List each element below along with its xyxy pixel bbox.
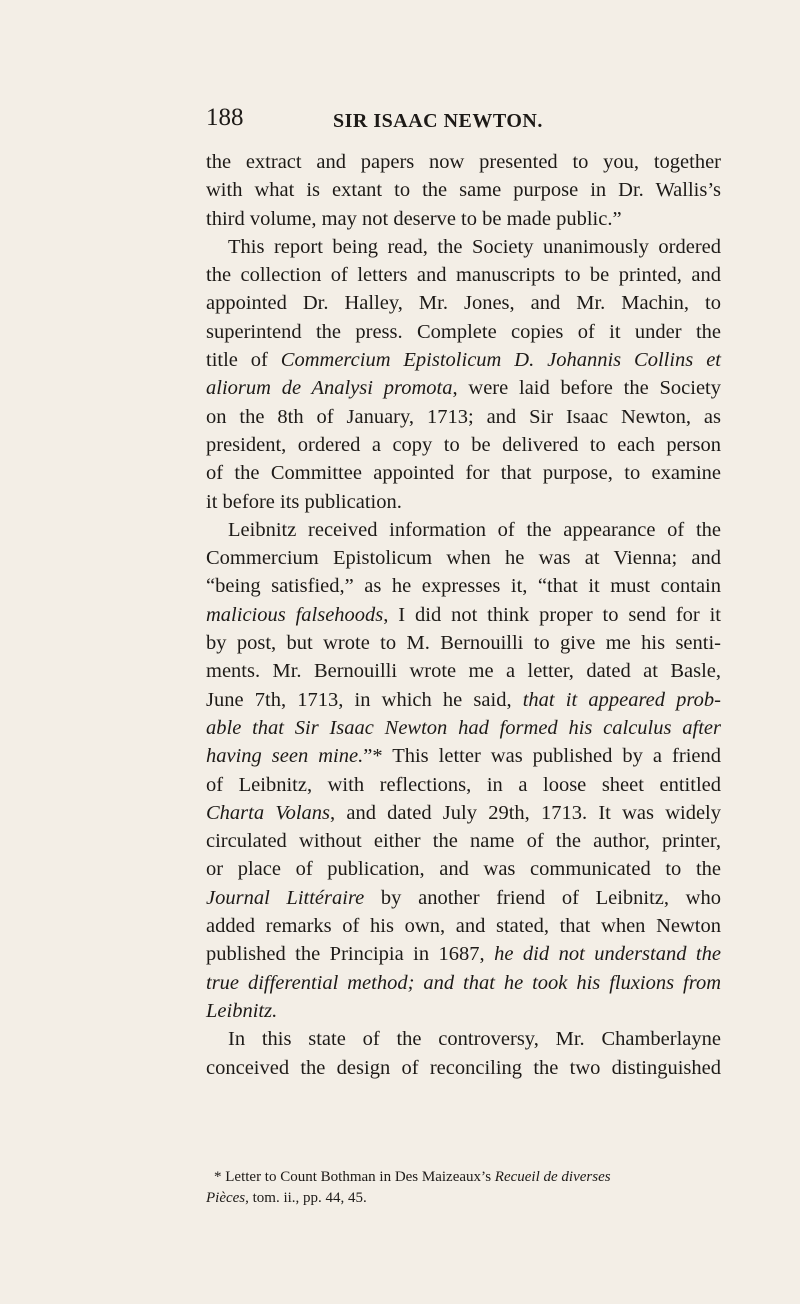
text-line: of the Committee appointed for that purpose, to examine <box>206 462 721 485</box>
text-span: , I did not think proper to send for it <box>383 603 721 626</box>
text-line: ments. Mr. Bernouilli wrote me a letter, dated at Basle, <box>206 660 721 683</box>
text-line: by post, but wrote to M. Bernouilli to give me his senti- <box>206 632 721 655</box>
text-line: added remarks of his own, and stated, that when Newton <box>206 915 721 938</box>
text-line: it before its publication. <box>206 490 402 513</box>
text-line: of Leibnitz, with reflections, in a loose sheet entitled <box>206 773 721 796</box>
text-line: with what is extant to the same purpose in Dr. Wallis’s <box>206 179 721 202</box>
text-line <box>206 601 721 629</box>
text-line <box>206 799 721 827</box>
text-line <box>206 742 721 770</box>
text-line <box>206 686 721 714</box>
text-line: “being satisfied,” as he expresses it, “that it must contain <box>206 575 721 598</box>
paragraph-start: Leibnitz received information of the appearance of the <box>228 518 721 541</box>
footnote-line <box>206 1188 721 1209</box>
text-line: the collection of letters and manuscripts to be printed, and <box>206 264 721 287</box>
text-span: , and dated July 29th, 1713. It was widely <box>330 801 721 824</box>
italic-span: Leibnitz. <box>206 999 278 1022</box>
text-span: June 7th, 1713, in which he said, <box>206 688 523 711</box>
book-title-italic: Commercium Epistolicum D. Johannis Collins et <box>280 349 721 372</box>
running-head: SIR ISAAC NEWTON. <box>333 110 543 132</box>
text-line <box>206 884 721 912</box>
text-line <box>206 940 721 968</box>
text-line: superintend the press. Complete copies of it under the <box>206 320 721 343</box>
text-line <box>206 997 721 1025</box>
italic-span: that it appeared prob- <box>522 688 721 711</box>
italic-span: able that Sir Isaac Newton had formed his calculus after <box>206 716 721 739</box>
italic-span: Recueil de diverses <box>494 1169 611 1185</box>
book-title-italic: aliorum de Analysi promota <box>206 377 453 400</box>
italic-span: having seen mine. <box>206 745 364 768</box>
text-line: Commercium Epistolicum when he was at Vienna; and <box>206 547 721 570</box>
text-line: circulated without either the name of the author, printer, <box>206 830 721 853</box>
italic-span: true differential method; and that he took his fluxions from <box>206 971 721 994</box>
paragraph-start: In this state of the controversy, Mr. Chamberlayne <box>228 1028 721 1051</box>
italic-span: Charta Volans <box>206 801 330 824</box>
text-line: or place of publication, and was communicated to the <box>206 858 721 881</box>
text-span: by another friend of Leibnitz, who <box>364 886 721 909</box>
text-line <box>206 374 721 402</box>
footnote <box>206 1167 721 1209</box>
text-span: published the Principia in 1687, <box>206 943 495 966</box>
text-span: , tom. ii., pp. 44, 45. <box>245 1190 367 1206</box>
text-line <box>206 969 721 997</box>
text-span: ”* This letter was published by a friend <box>363 745 721 768</box>
text-line: third volume, may not deserve to be made public.” <box>206 207 622 230</box>
body-text <box>206 148 721 1082</box>
page-header <box>0 104 800 144</box>
text-span: title of <box>206 349 281 372</box>
text-line: appointed Dr. Halley, Mr. Jones, and Mr. Machin, to <box>206 292 721 315</box>
footnote-line <box>206 1167 721 1188</box>
text-line <box>206 346 721 374</box>
paragraph-start: This report being read, the Society unanimously ordered <box>228 235 721 258</box>
text-line: on the 8th of January, 1713; and Sir Isaac Newton, as <box>206 405 721 428</box>
text-line: conceived the design of reconciling the two distinguished <box>206 1056 721 1079</box>
text-span: , were laid before the Society <box>452 377 721 400</box>
italic-span: he did not understand the <box>494 943 721 966</box>
text-line: president, ordered a copy to be delivered to each person <box>206 433 721 456</box>
text-line <box>206 714 721 742</box>
italic-span: malicious falsehoods <box>206 603 384 626</box>
text-line: the extract and papers now presented to you, together <box>206 151 721 173</box>
page-number: 188 <box>206 104 244 131</box>
text-span: * Letter to Count Bothman in Des Maizeaux’s <box>214 1169 495 1185</box>
italic-span: Journal Littéraire <box>206 886 365 909</box>
italic-span: Pièces <box>206 1190 246 1206</box>
